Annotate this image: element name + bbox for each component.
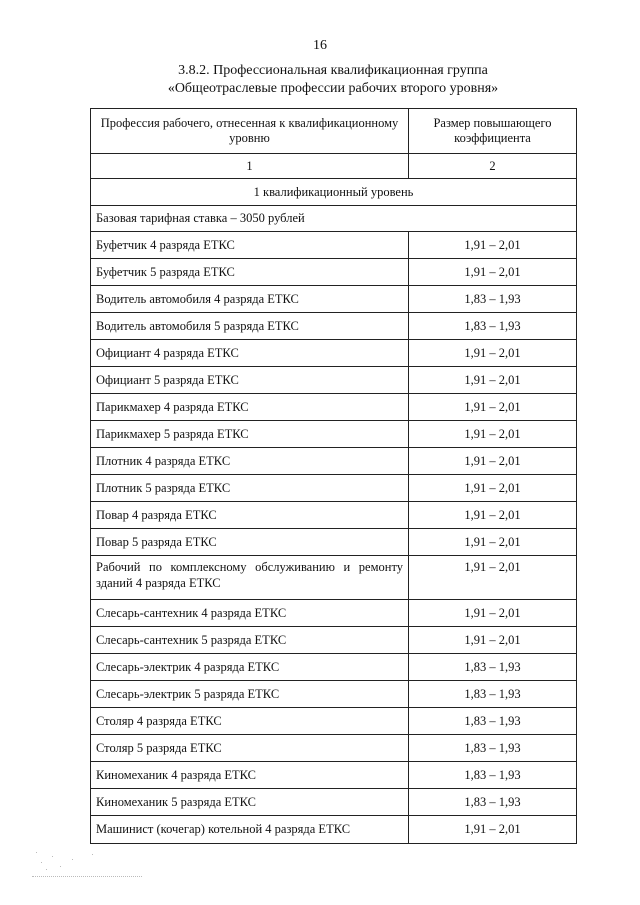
table-row: [91, 708, 577, 735]
table-row: [91, 681, 577, 708]
coefficient-cell: 1,83 – 1,93: [409, 735, 577, 762]
profession-cell: Рабочий по комплексному обслуживанию и ремонту зданий 4 разряда ЕТКС: [91, 556, 409, 600]
profession-cell: Водитель автомобиля 5 разряда ЕТКС: [91, 313, 409, 340]
table-row: [91, 556, 577, 600]
profession-cell: Парикмахер 4 разряда ЕТКС: [91, 394, 409, 421]
scan-speck: [46, 869, 47, 870]
table-row: [91, 232, 577, 259]
profession-cell: Плотник 4 разряда ЕТКС: [91, 448, 409, 475]
coefficient-cell: 1,83 – 1,93: [409, 762, 577, 789]
scan-speck: [92, 854, 93, 855]
table-row: [91, 502, 577, 529]
coefficient-cell: 1,91 – 2,01: [409, 627, 577, 654]
table-row: [91, 259, 577, 286]
scan-speck: [72, 859, 73, 860]
table-row: [91, 394, 577, 421]
table-row: [91, 286, 577, 313]
coefficient-cell: 1,91 – 2,01: [409, 502, 577, 529]
table-row: [91, 367, 577, 394]
profession-cell: Водитель автомобиля 4 разряда ЕТКС: [91, 286, 409, 313]
table-row: [91, 529, 577, 556]
qualification-level: 1 квалификационный уровень: [91, 179, 577, 206]
coefficient-cell: 1,91 – 2,01: [409, 475, 577, 502]
coefficient-cell: 1,91 – 2,01: [409, 529, 577, 556]
base-rate-row: [91, 206, 577, 232]
header-coefficient: Размер повышающего коэффициента: [409, 109, 577, 154]
profession-cell: Буфетчик 5 разряда ЕТКС: [91, 259, 409, 286]
profession-cell: Слесарь-электрик 4 разряда ЕТКС: [91, 654, 409, 681]
coefficient-cell: 1,83 – 1,93: [409, 313, 577, 340]
table-header-row: [91, 109, 577, 154]
base-rate: Базовая тарифная ставка – 3050 рублей: [91, 206, 577, 232]
scan-dotted-line: [32, 876, 142, 877]
column-number-row: [91, 154, 577, 179]
coefficient-cell: 1,91 – 2,01: [409, 259, 577, 286]
scan-speck: [52, 856, 53, 857]
scan-speck: [36, 852, 37, 853]
profession-cell: Столяр 5 разряда ЕТКС: [91, 735, 409, 762]
table-row: [91, 762, 577, 789]
coefficient-cell: 1,91 – 2,01: [409, 556, 577, 600]
heading-line-1: 3.8.2. Профессиональная квалификационная группа: [178, 63, 488, 78]
table-row: [91, 340, 577, 367]
coefficient-cell: 1,91 – 2,01: [409, 600, 577, 627]
coefficient-cell: 1,91 – 2,01: [409, 448, 577, 475]
table-row: [91, 600, 577, 627]
coefficient-cell: 1,83 – 1,93: [409, 286, 577, 313]
table-row: [91, 735, 577, 762]
page-number: 16: [313, 38, 327, 53]
profession-cell: Повар 4 разряда ЕТКС: [91, 502, 409, 529]
table-row: [91, 816, 577, 844]
column-number-2: 2: [409, 154, 577, 179]
profession-cell: Официант 4 разряда ЕТКС: [91, 340, 409, 367]
profession-cell: Официант 5 разряда ЕТКС: [91, 367, 409, 394]
table-row: [91, 313, 577, 340]
profession-cell: Парикмахер 5 разряда ЕТКС: [91, 421, 409, 448]
coefficient-cell: 1,83 – 1,93: [409, 708, 577, 735]
table-row: [91, 448, 577, 475]
coefficient-cell: 1,83 – 1,93: [409, 654, 577, 681]
profession-cell: Повар 5 разряда ЕТКС: [91, 529, 409, 556]
coefficient-cell: 1,91 – 2,01: [409, 394, 577, 421]
table-row: [91, 789, 577, 816]
profession-cell: Слесарь-электрик 5 разряда ЕТКС: [91, 681, 409, 708]
coefficient-cell: 1,91 – 2,01: [409, 421, 577, 448]
coefficient-cell: 1,91 – 2,01: [409, 232, 577, 259]
heading-line-2: «Общеотраслевые профессии рабочих второго уровня»: [167, 81, 499, 96]
scan-speck: [41, 862, 42, 863]
header-profession: Профессия рабочего, отнесенная к квалификационному уровню: [91, 109, 409, 154]
table-row: [91, 627, 577, 654]
coefficient-cell: 1,91 – 2,01: [409, 367, 577, 394]
coefficient-cell: 1,91 – 2,01: [409, 340, 577, 367]
table-row: [91, 654, 577, 681]
profession-cell: Киномеханик 4 разряда ЕТКС: [91, 762, 409, 789]
profession-cell: Слесарь-сантехник 5 разряда ЕТКС: [91, 627, 409, 654]
table-row: [91, 475, 577, 502]
scan-speck: [60, 866, 61, 867]
column-number-1: 1: [91, 154, 409, 179]
coefficient-cell: 1,91 – 2,01: [409, 816, 577, 844]
scan-artifacts: [32, 850, 142, 880]
profession-cell: Плотник 5 разряда ЕТКС: [91, 475, 409, 502]
table-row: [91, 421, 577, 448]
profession-cell: Слесарь-сантехник 4 разряда ЕТКС: [91, 600, 409, 627]
profession-cell: Буфетчик 4 разряда ЕТКС: [91, 232, 409, 259]
coefficient-cell: 1,83 – 1,93: [409, 789, 577, 816]
qualification-level-row: [91, 179, 577, 206]
qualification-table: [90, 108, 577, 844]
profession-cell: Киномеханик 5 разряда ЕТКС: [91, 789, 409, 816]
profession-cell: Столяр 4 разряда ЕТКС: [91, 708, 409, 735]
profession-cell: Машинист (кочегар) котельной 4 разряда ЕТКС: [91, 816, 409, 844]
section-heading: [90, 62, 576, 98]
coefficient-cell: 1,83 – 1,93: [409, 681, 577, 708]
